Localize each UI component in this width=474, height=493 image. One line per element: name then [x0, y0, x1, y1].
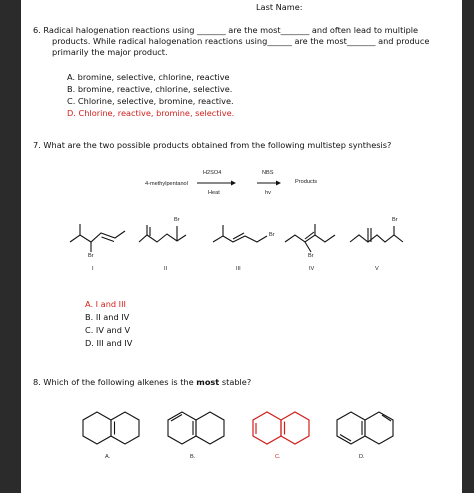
br-label-5: Br — [392, 217, 398, 223]
structure-iv — [285, 224, 335, 252]
product-label: Products — [295, 179, 318, 185]
br-label-4: Br — [308, 253, 314, 259]
br-label-3: Br — [269, 232, 275, 238]
alkene-b — [168, 412, 224, 444]
starting-material-label: 4-methylpentanol — [145, 181, 188, 187]
worksheet-page — [21, 0, 462, 493]
reaction-arrow-1 — [197, 181, 236, 186]
structure-label-iv: IV — [309, 266, 315, 272]
structure-label-ii: II — [164, 266, 168, 272]
structure-label-iii: III — [236, 266, 241, 272]
q6-option-d[interactable]: D. Chlorine, reactive, bromine, selective. — [67, 108, 235, 118]
q7-question: 7. What are the two possible products obtained from the following multistep synthesis? — [33, 140, 392, 150]
br-label-1: Br — [88, 253, 94, 259]
alkene-d — [337, 412, 393, 444]
q8-label-c[interactable]: C. — [275, 454, 281, 460]
last-name-label: Last Name: — [256, 2, 303, 12]
q7-option-d[interactable]: D. III and IV — [85, 338, 133, 348]
q6-line-1: 6. Radical halogenation reactions using _______ are the most_______ and often lead to multiple — [33, 25, 419, 35]
q6-line-3: primarily the major product. — [52, 47, 168, 57]
structure-drawings — [21, 0, 462, 493]
br-label-2: Br — [174, 217, 180, 223]
structure-ii — [139, 225, 186, 242]
reagent-1-top: H2SO4 — [203, 170, 222, 176]
q8-label-a[interactable]: A. — [105, 454, 111, 460]
q7-option-a[interactable]: A. I and III — [85, 299, 126, 309]
q6-option-a[interactable]: A. bromine, selective, chlorine, reactive — [67, 72, 230, 82]
reagent-2-top: NBS — [262, 170, 274, 176]
q6-line-2: products. While radical halogenation reactions using______ are the most_______ and produce — [52, 36, 430, 46]
q7-option-c[interactable]: C. IV and V — [85, 325, 131, 335]
reagent-2-bottom: hv — [265, 190, 271, 196]
structure-label-v: V — [375, 266, 379, 272]
q7-option-b[interactable]: B. II and IV — [85, 312, 130, 322]
alkene-a — [83, 412, 139, 444]
q8-label-d[interactable]: D. — [359, 454, 365, 460]
reaction-arrow-2 — [257, 181, 281, 186]
structure-iii — [213, 225, 267, 242]
structure-i — [70, 224, 125, 252]
structure-label-i: I — [92, 266, 94, 272]
structure-v — [350, 226, 403, 242]
q6-option-c[interactable]: C. Chlorine, selective, bromine, reactive. — [67, 96, 234, 106]
q6-option-b[interactable]: B. bromine, reactive, chlorine, selective. — [67, 84, 233, 94]
q8-question: 8. Which of the following alkenes is the most stable? — [33, 377, 252, 387]
q8-label-b[interactable]: B. — [190, 454, 196, 460]
reagent-1-bottom: Heat — [208, 190, 220, 196]
alkene-c — [253, 412, 309, 444]
